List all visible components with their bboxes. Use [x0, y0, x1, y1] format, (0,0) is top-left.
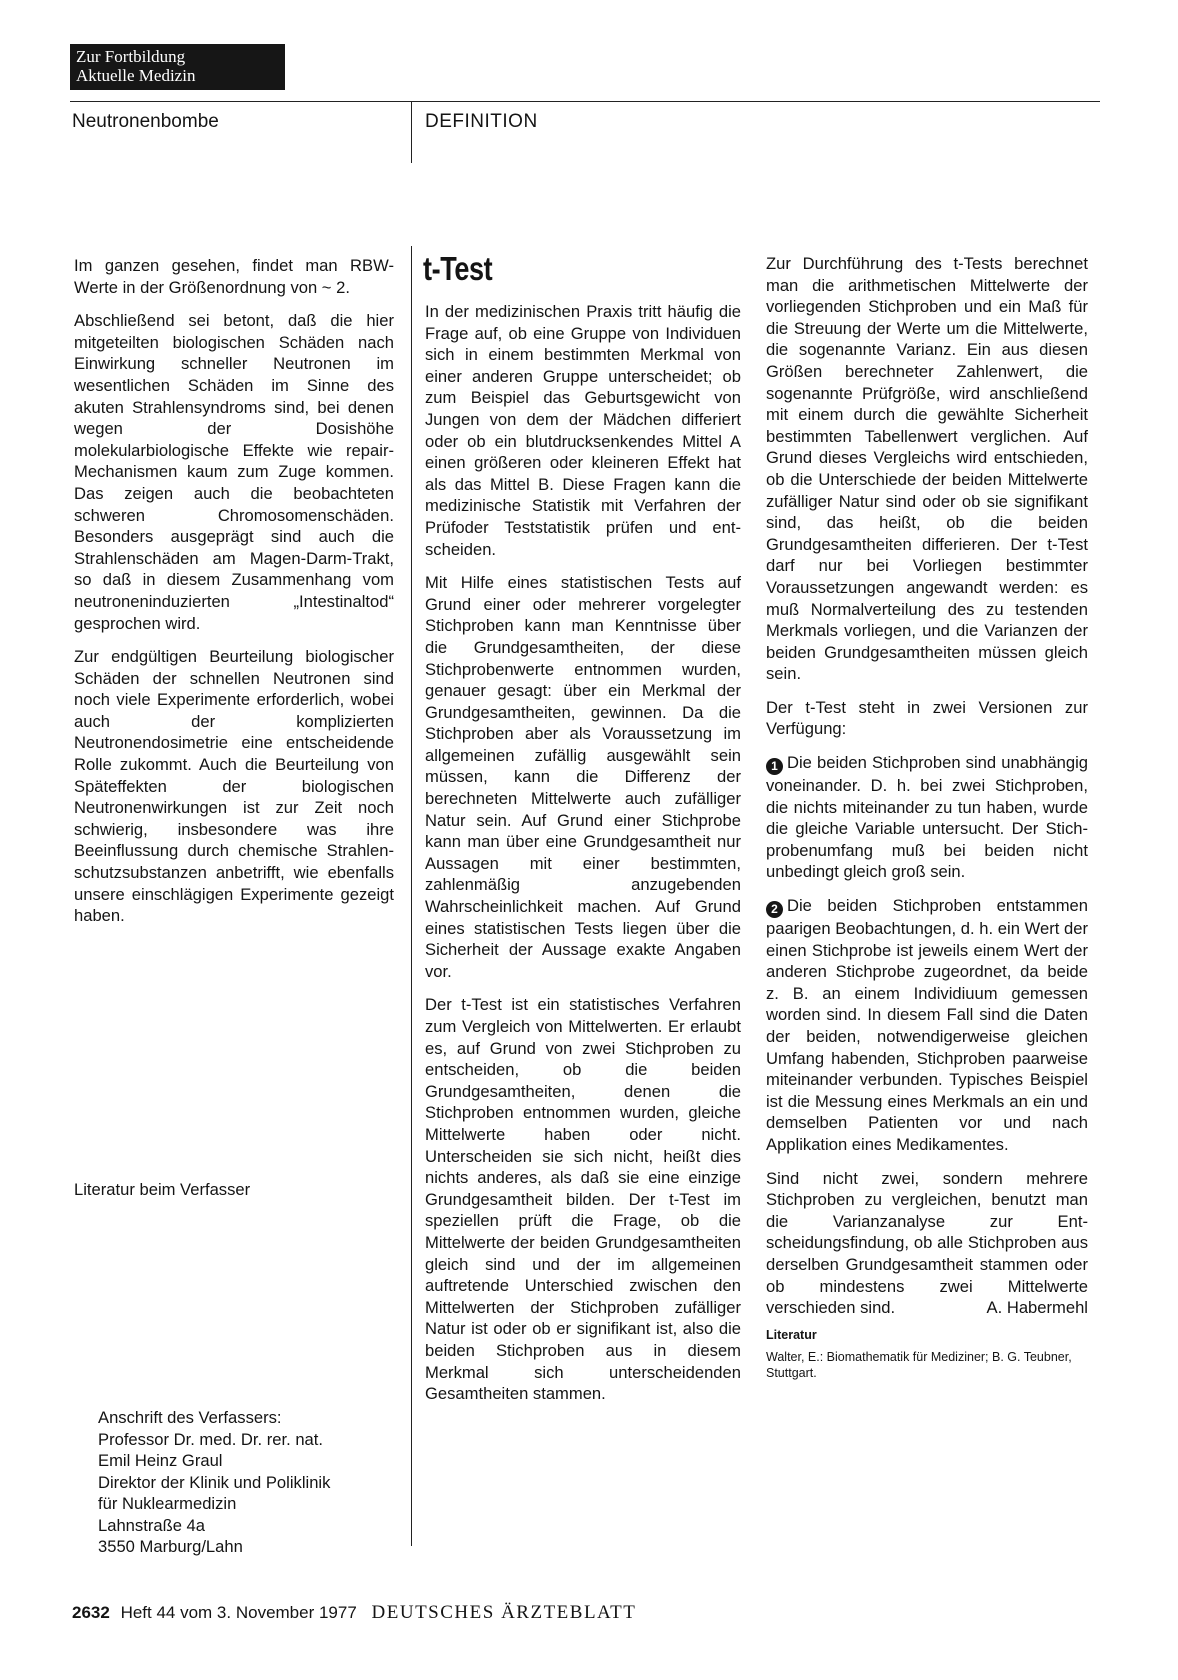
middle-paragraph: In der medizinischen Praxis tritt häufig die Frage auf, ob eine Gruppe von Individuen sich in einem bestimmten Merkmal von einer anderen Gruppe unterscheidet; ob zum Beispiel das Geburtsgewicht von Jungen von dem der Mädchen differiert oder ob ein blutdrucksenkendes Mittel A einen größeren oder kleineren Effekt hat als das Mittel B. Diese Fragen kann die medizinische Statistik mit Verfahren der Prüfoder Teststatistik prüfen und entscheiden. [425, 302, 741, 559]
middle-column [425, 301, 741, 1417]
middle-paragraph: Mit Hilfe eines statistischen Tests auf Grund einer oder mehrerer vorgelegter Stichproben kann man Kenntnisse über die Grundgesamtheiten, der diese Stichprobenwerte entnommen wurden, genauer gesagt: über ein Merkmal der Grundgesamtheiten, gewinnen. Da die Stichproben aber als Voraussetzung im allgemeinen zufällig ausgewählt sein müssen, kann die Differenz der berechneten Mittelwerte auch zufälliger Natur sein. Auf Grund einer Stichprobe kann man über eine Grundgesamtheit nur Aussagen mit einer bestimmten, zahlenmäßig anzugebenden Wahrscheinlichkeit machen. Auf Grund eines statistischen Tests liegen über die Sicherheit der Aussage exakte Angaben vor. [425, 573, 741, 981]
version-item [766, 752, 1088, 883]
header-column-divider [411, 101, 412, 163]
closing-paragraph [766, 1168, 1088, 1319]
right-section-title: DEFINITION [425, 111, 538, 132]
address-line: Anschrift des Verfassers: [98, 1408, 282, 1427]
section-label-box [70, 44, 285, 90]
left-paragraph: Zur endgültigen Beurteilung biologischer Schäden der schnellen Neutronen sind noch viele Experimente erforderlich, wobei auch der komplizierten Neutronendosimetrie eine entscheidende Rolle zukommt. Auch die Beurteilung von Späteffekten der biologischen Neutronenwirkungen ist zur Zeit noch schwierig, insbesondere was ihre Beeinflussung durch chemische Strahlenschutzsubstanzen anbetrifft, wie ebenfalls unsere einschlägigen Experimente gezeigt haben. [74, 647, 394, 926]
left-section-title: Neutronenbombe [72, 111, 219, 132]
page-number: 2632 [72, 1603, 110, 1622]
author-signature: A. Habermehl [986, 1298, 1088, 1318]
address-line: 3550 Marburg/Lahn [98, 1537, 243, 1556]
right-column [766, 253, 1088, 1381]
literature-heading: Literatur [766, 1327, 817, 1342]
number-2-icon: 2 [766, 901, 783, 918]
address-line: Lahnstraße 4a [98, 1515, 206, 1535]
address-line: für Nuklearmedizin [98, 1494, 237, 1513]
left-column [74, 255, 394, 939]
address-line: Professor Dr. med. Dr. rer. nat. [98, 1429, 324, 1449]
section-label-line-2: Aktuelle Medizin [76, 66, 196, 85]
article-title: t-Test [423, 250, 493, 287]
version-item [766, 895, 1088, 1156]
closing-text: Sind nicht zwei, sondern mehrere Stichproben zu vergleichen, benutzt man die Varianzanalyse zur Entscheidungsfindung, ob alle Stichproben aus derselben Grundgesamtheit stammen oder ob mindestens zwei Mittelwerte verschieden sind. [766, 1168, 1088, 1318]
middle-paragraph: Der t-Test ist ein statistisches Verfahren zum Vergleich von Mittelwerten. Er erlaubt es, auf Grund von zwei Stichproben zu entscheiden, ob die beiden Grundgesamtheiten, denen die Stichproben entnommen wurden, gleiche Mittelwerte haben oder nicht. Unterscheiden sie sich nicht, heißt dies nichts anderes, als daß sie eine einzige Grundgesamtheit bilden. Der t-Test im speziellen prüft die Frage, ob die Mittelwerte der beiden Grundgesamtheiten gleich sind und der im allgemeinen auftretende Unterschied zwischen den Mittelwerten der Stichproben zufälliger Natur ist oder ob er signifikant ist, also die beiden Stichproben aus in diesem Merkmal sich unterscheidenden Gesamtheiten stammen. [425, 995, 741, 1404]
left-paragraph: Im ganzen gesehen, findet man RBW-Werte in der Größenordnung von ~ 2. [74, 256, 394, 297]
right-paragraph: Der t-Test steht in zwei Versionen zur Verfügung: [766, 697, 1088, 739]
right-paragraph: Zur Durchführung des t-Tests berechnet man die arithmetischen Mittelwerte der vorliegenden Stichproben und ein Maß für die Streuung der Werte um die Mittelwerte, die sogenannte Varianz. Ein aus diesen Größen berechneter Zahlenwert, die sogenannte Prüfgröße, wird anschließend mit einem durch die gewählte Sicherheit bestimmten Tabellenwert verglichen. Auf Grund dieses Vergleichs wird entschieden, ob die Unterschiede der beiden Mittelwerte zufälliger Natur sind oder ob sie signifikant sind, das heißt, ob die beiden Grundgesamtheiten differieren. Der t-Test darf nur bei Vorliegen bestimmter Voraussetzungen angewandt werden: es muß Normalverteilung des zu testenden Merkmals vorliegen, und die Varianzen der beiden Grundgesamtheiten müssen gleich sein. [766, 254, 1088, 684]
literature-note: Literatur beim Verfasser [74, 1180, 251, 1199]
journal-name: DEUTSCHES ÄRZTEBLATT [371, 1602, 637, 1623]
number-1-icon: 1 [766, 758, 783, 775]
page-footer [72, 1602, 642, 1624]
issue-info: Heft 44 vom 3. November 1977 [120, 1603, 357, 1622]
left-paragraph: Abschließend sei betont, daß die hier mitgeteilten biologischen Schäden nach Einwirkung schneller Neutronen im wesentlichen Schäden im Sinne des akuten Strahlensyndroms sind, bei denen wegen der Dosishöhe molekularbiologische Effekte wie repair-Mechanismen kaum zum Zuge kommen. Das zeigen auch die beobachteten schweren Chromosomenschäden. Besonders ausgeprägt sind auch die Strahlenschäden am Magen-Darm-Trakt, so daß in diesem Zusammenhang vom neutroneninduzierten „Intestinaltod“ gesprochen wird. [74, 311, 394, 633]
section-label-line-1: Zur Fortbildung [76, 47, 186, 66]
header-rule [70, 101, 1100, 102]
author-address [98, 1407, 330, 1558]
address-line: Direktor der Klinik und Poliklinik [98, 1472, 331, 1492]
version-text: Die beiden Stichproben entstammen paarigen Beobachtungen, d. h. ein Wert der einen Stichprobe ist jeweils einem Wert der anderen Stichprobe zugeordnet, da beide z. B. an einem Individiuum gemessen worden sind. In diesem Fall sind die Daten der beiden, notwendigerweise gleichen Umfang habenden, Stichproben paarweise miteinander verbunden. Typisches Beispiel ist die Messung eines Merkmals an ein und demselben Patienten vor und nach Applikation eines Medikamentes. [766, 896, 1088, 1154]
address-line: Emil Heinz Graul [98, 1451, 223, 1470]
column-divider [411, 246, 412, 1546]
version-text: Die beiden Stichproben sind unabhängig voneinander. D. h. bei zwei Stichproben, die nichts miteinander zu tun haben, wurde die gleiche Variable untersucht. Der Stichprobenumfang muß bei beiden nicht unbedingt gleich groß sein. [766, 753, 1088, 882]
literature-reference: Walter, E.: Biomathematik für Mediziner; B. G. Teubner, Stuttgart. [766, 1350, 1072, 1381]
